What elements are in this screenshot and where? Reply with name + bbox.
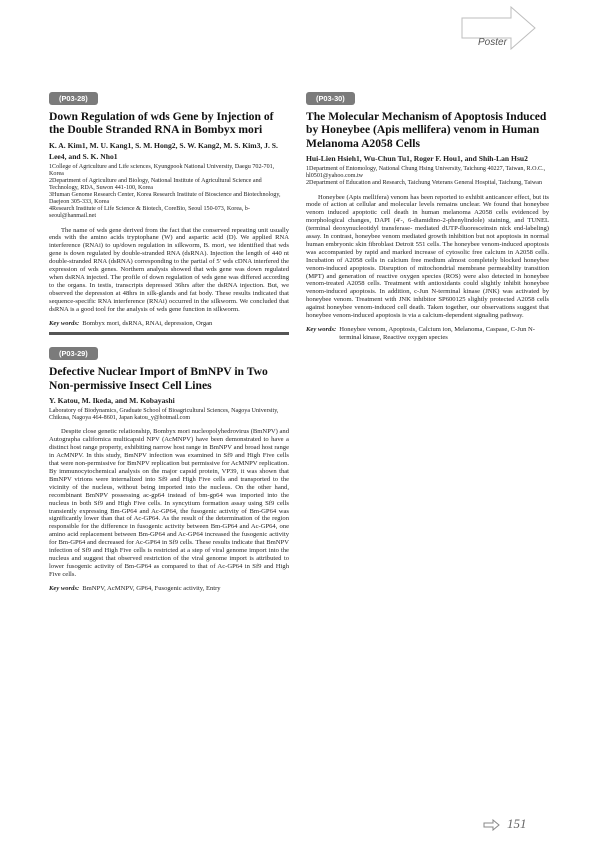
abstract-body: Honeybee (Apis mellifera) venom has been reported to exhibit anticancer effect, but its mode of action at cellular and molecular levels remains unclear. We found that honeybee venom induced apoptotic cell death in human melanoma A2058 cells evidenced by morphological changes, DAPI (4′-, 6-diamidino-2-phenylindole) staining, and TUNEL (terminal deoxynucleotidyl transferase- mediated dUTP-fluoresceinsin nick end-labeling) assay. In contrast, honeybee venom mediated growth inhibition but not apoptosis in normal human embryonic skin fibroblast Detroit 551 cells. The honeybee venom-induced apoptosis was accompanied by rapid and marked increase of cytosolic free calcium in A2058 cells. Incubation of A2058 cells in calcium free medium almost completely blocked honeybee venom-induced apoptosis. Disruption of mitochondrial membrane permeability transition (MPT) and generation of reactive oxygen species (ROS) were also detected in honeybee venom-treated A2058 cells. Treatment with antioxidants could slightly inhibit honeybee venom-induced apoptosis. In addition, c-Jun N-terminal kinase (JNK) was activated by honeybee venom. Treatment with JNK inhibitor SP600125 slightly protected A2058 cells against honeybee venom-induced cell death. Taken together, our observations suggest that honeybee venom-induced apoptosis is via a calcium-dependent signaling pathway.	[306, 193, 549, 320]
affiliation-line: Laboratory of Biodynamics, Graduate School of Bioagricultural Sciences, Nagoya University, Chikusa, Nagoya 464-8601, Japan katou_y@hotmail.com	[49, 408, 279, 422]
abstract-title: Defective Nuclear Import of BmNPV in Two Non-permissive Insect Cell Lines	[49, 365, 268, 392]
abstract-authors: K. A. Kim1, M. U. Kang1, S. M. Hong2, S. W. Kang2, M. S. Kim3, J. S. Lee4, and S. K. Nho1	[49, 140, 278, 161]
keywords-text: Honeybee venom, Apoptosis, Calcium ion, Melanoma, Caspase, C-Jun N-terminal kinase, Reactive oxygen species	[339, 326, 536, 341]
abstract-id-badge: (P03-29)	[49, 347, 98, 360]
affiliation-line: 1Department of Entomology, National Chung Hsing University, Taichung 40227, Taiwan, R.O.C., hl0501@yahoo.com.tw	[306, 166, 546, 180]
keywords-text: BmNPV, AcMNPV, GP64, Fusogenic activity, Entry	[82, 584, 221, 592]
keywords-label: Key words:	[49, 319, 80, 327]
keywords-line	[49, 320, 289, 328]
abstract-p03-29	[49, 343, 289, 592]
abstract-title: The Molecular Mechanism of Apoptosis Induced by Honeybee (Apis mellifera) venom in Human Melanoma A2058 Cells	[306, 110, 547, 150]
right-column	[306, 88, 549, 345]
abstract-p03-30	[306, 88, 549, 342]
left-column	[49, 88, 289, 596]
affiliation-line: 3Human Genome Research Center, Korea Research Institute of Bioscience and Biotechnology, Daejeon 305-333, Korea	[49, 192, 281, 206]
section-tab-label: Poster	[478, 37, 507, 48]
abstract-affiliations	[49, 164, 289, 221]
abstract-p03-28	[49, 88, 289, 327]
abstract-divider	[49, 332, 289, 335]
affiliation-line: 1College of Agriculture and Life sciences, Kyungpook National University, Daegu 702-701, Korea	[49, 163, 275, 177]
arrow-right-icon	[483, 819, 501, 831]
abstract-affiliations	[306, 166, 549, 187]
keywords-line	[49, 585, 289, 593]
abstract-authors: Hui-Lien Hsieh1, Wu-Chun Tu1, Roger F. Hou1, and Shih-Lan Hsu2	[306, 154, 528, 164]
keywords-line	[306, 326, 549, 342]
affiliation-line: 2Department of Education and Research, Taichung Veterans General Hospital, Taichung, Taiwan	[306, 180, 543, 187]
abstract-body: The name of wds gene derived from the fact that the conserved repeating unit usually ends with the amino acids tryptophane (W) and aspartic acid (D). We applied RNA interference (RNAi) to up/down regulation in silkworm, B. mori, we identified that wds gene is down regulated by double-stranded RNA (dsRNA). Injection the length of 440 nt double-stranded RNA (dsRNA) corresponding to the partial of 5' wds cDNA interfered the expression of wds genes. Northern analysis showed that wds gene was down regulated when dsRNA injected. The profile of down regulation of wds gene was differed according to the organs. In testis, transcripts depressed 36hrs after the dsRNA injection. But, we observed the depression at 48hrs in silk-glands and fat body. These results indicated that sequence-specific RNA interference (RNAi) occurred in the silkworm. We concluded that dsRNA is a good tool for the analysis of wds gene function in silkworm.	[49, 226, 289, 313]
affiliation-line: 2Department of Agriculture and Biology, National Institute of Agricultural Science and Technology, RDA, Suwon 441-100, Korea	[49, 178, 262, 192]
abstract-body: Despite close genetic relationship, Bombyx mori nucleopolyhedrovirus (BmNPV) and Autographa californica multicapsid NPV (AcMNPV) have been demonstrated to have a distinct host range property, exhibiting narrow host range in BmNPV and broad host range in AcMNPV. In this study, BmNPV infection was examined in Sf9 and High Five cells that were non-permissive for BmNPV replication but permissive for AcMNPV replication. By immunocytochemical analysis on the major capsid protein, VP39, it was shown that BmNPV virions were internalized into Sf9 and High Five cells and transported to the vicinity of the nucleus, without being imported into the nucleus. On the other hand, recombinant BmNPV possessing ac-gp64 instead of bm-gp64 was imported into the nucleus in both Sf9 and High Five cells. In syncytium formation assay using Sf9 cells transiently expressing Bm-GP64 and Ac-GP64, the fusogenic activity of Bm-GP64 was significantly lower than that of Ac-GP64. As the result of the determination of the region responsible for the difference in fusogenic activity between Bm-GP64 and Ac-GP64, one amino acid replacement between Bm-GP64 and Ac-GP64 increased the fusogenic activity for Bm-GP64 and decreased for Ac-GP64 in Sf9 cells. These results indicate that BmNPV infection of Sf9 and High Five cells is restricted at a step of viral genome import into the nucleus and suggest that observed restriction of the viral genome import is attributed to lower fusogenic activity of Bm-GP64 as compared to that of Ac-GP64 in Sf9 and High Five cells.	[49, 428, 289, 578]
abstract-title: Down Regulation of wds Gene by Injection of the Double Stranded RNA in Bombyx mori	[49, 110, 274, 137]
page-number: 151	[507, 816, 527, 831]
abstract-affiliations	[49, 408, 289, 422]
abstract-id-badge: (P03-30)	[306, 92, 355, 105]
affiliation-line: 4Research Institute of Life Science & Biotech, CoreBio, Seoul 150-073, Korea, b-seoul@hanmail.net	[49, 206, 250, 220]
abstract-authors: Y. Katou, M. Ikeda, and M. Kobayashi	[49, 396, 175, 406]
keywords-label: Key words:	[49, 584, 80, 592]
abstract-id-badge: (P03-28)	[49, 92, 98, 105]
keywords-label: Key words:	[306, 326, 337, 333]
keywords-text: Bombyx mori, dsRNA, RNAi, depression, Organ	[82, 319, 213, 327]
